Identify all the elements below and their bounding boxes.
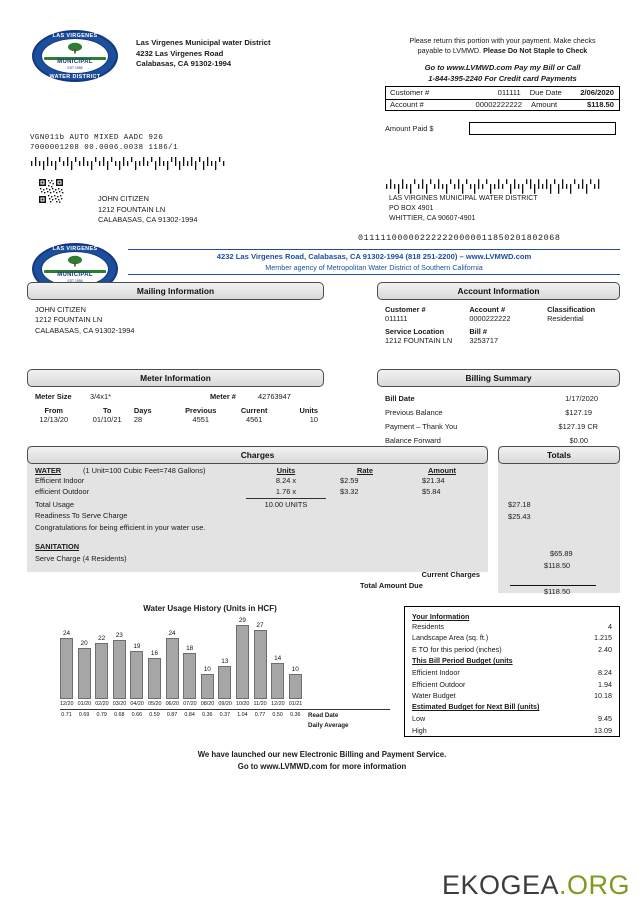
efficient-indoor-units: 8.24 x <box>275 475 297 485</box>
remit-citystate: WHITTIER, CA 90607-4901 <box>389 214 476 222</box>
axis-label: 01/21 <box>288 701 303 707</box>
efficient-indoor-label: Efficient Indoor <box>35 475 85 485</box>
stub-instruction-line1: Please return this portion with your payment. Make checks <box>409 36 596 45</box>
ekogea-watermark <box>442 870 630 901</box>
daily-average-value: 0.77 <box>254 711 266 718</box>
efficient-indoor-amount: $21.34 <box>422 475 445 485</box>
tree-icon <box>65 41 85 54</box>
amount-paid-input[interactable] <box>469 122 616 135</box>
chart-daily-average-row <box>60 709 390 718</box>
congratulations-message: Congratulations for being efficient in your water use. <box>35 522 206 532</box>
stub-account-value: 00002222222 <box>475 100 522 110</box>
bar-group <box>183 645 196 699</box>
bill-number-value: 3253717 <box>469 335 499 345</box>
amount-paid-row <box>385 122 620 135</box>
logo-band-mid-text: MUNICIPAL <box>57 272 93 279</box>
bar-value: 16 <box>150 650 159 657</box>
charges-col-rate: Rate <box>356 465 374 475</box>
billing-panel-title: Billing Summary <box>377 369 620 387</box>
meter-col-to: To <box>102 405 112 415</box>
bar <box>113 640 126 699</box>
daily-average-value: 0.50 <box>272 711 283 718</box>
logo-bottom-text: WATER DISTRICT <box>49 73 101 80</box>
bar-value: 29 <box>238 617 246 624</box>
account-secondary-header-row <box>377 327 620 336</box>
stub-customer-label: Customer # <box>390 88 430 98</box>
meter-days-value: 28 <box>133 414 143 424</box>
band-bottom-rule <box>128 274 620 275</box>
logo-top-text: LAS VIRGENES <box>52 32 98 39</box>
sanitation-total-value: $65.89 <box>550 548 573 558</box>
stub-promo-line1: Go to www.LVMWD.com Pay my Bill or Call <box>424 63 581 72</box>
mailing-street: 1212 FOUNTAIN LN <box>35 315 103 325</box>
daily-average-value: 0.68 <box>114 711 125 718</box>
ocr-scan-line: 011111000002222220000011850201802068 <box>358 233 561 243</box>
bar-value: 24 <box>62 630 71 637</box>
account-classification-label: Classification <box>547 304 596 314</box>
utility-address-line2: Calabasas, CA 91302-1994 <box>136 59 232 69</box>
your-information-title: Your Information <box>412 612 470 621</box>
daily-average-value: 0.59 <box>149 711 160 718</box>
footer-message-line2: Go to www.LVMWD.com for more information <box>237 762 407 771</box>
account-panel-title: Account Information <box>377 282 620 300</box>
mailing-panel-title: Mailing Information <box>27 282 324 300</box>
postal-routing-block <box>30 133 178 154</box>
info-row <box>412 667 612 678</box>
efficient-outdoor-units: 1.76 x <box>246 486 326 499</box>
balance-forward-value: $0.00 <box>569 435 588 445</box>
remit-address-block <box>389 194 538 223</box>
logo-mid-text: MUNICIPAL <box>57 59 93 66</box>
residents-value: 4 <box>608 622 612 631</box>
bar-value: 27 <box>256 622 264 629</box>
bar <box>60 638 73 699</box>
account-value-row <box>377 314 620 327</box>
bar <box>95 643 108 699</box>
bar-value: 19 <box>133 643 141 650</box>
daily-average-value: 0.66 <box>131 711 143 718</box>
remit-po-box: PO BOX 4901 <box>389 204 434 212</box>
payment-value: $127.19 CR <box>558 421 598 431</box>
daily-average-value: 0.84 <box>184 711 195 718</box>
chart-bars <box>60 617 390 699</box>
billing-row <box>377 406 620 420</box>
meter-previous-value: 4551 <box>192 414 209 424</box>
bill-date-label: Bill Date <box>385 393 415 403</box>
bar-group <box>113 632 126 699</box>
meter-size-row <box>27 392 324 401</box>
account-classification-value: Residential <box>547 313 584 323</box>
stub-account-row <box>386 99 619 111</box>
efficient-outdoor-label: efficient Outdoor <box>35 487 90 497</box>
charge-line-row <box>27 486 488 499</box>
daily-average-value: 0.79 <box>96 711 107 718</box>
account-customer-value: 011111 <box>385 313 408 323</box>
bar <box>78 648 91 699</box>
axis-label: 06/20 <box>165 701 180 707</box>
intelligent-mail-barcode <box>30 155 226 172</box>
meter-col-from: From <box>44 405 63 415</box>
axis-label: 12/20 <box>60 701 74 707</box>
qr-code-icon <box>38 178 64 204</box>
stub-amount-box <box>385 86 620 111</box>
efficient-outdoor-amount: $5.84 <box>422 487 441 497</box>
serve-charge-label: Serve Charge (4 Residents) <box>35 553 127 563</box>
water-section-header: WATER <box>35 465 62 475</box>
billing-row <box>377 420 620 434</box>
axis-label: 07/20 <box>183 701 197 707</box>
remit-barcode <box>385 178 603 195</box>
stub-amount-label: Amount <box>531 100 558 110</box>
account-header-row <box>377 305 620 314</box>
meter-units-value: 10 <box>309 414 318 424</box>
bar-group <box>236 617 249 699</box>
utility-address-block <box>136 38 270 70</box>
totals-divider <box>510 585 596 586</box>
bar-value: 20 <box>80 640 88 647</box>
total-amount-due-label: Total Amount Due <box>360 581 423 590</box>
daily-average-value: 0.71 <box>61 711 72 718</box>
payment-label: Payment – Thank You <box>385 421 458 431</box>
meter-to-value: 01/10/21 <box>92 414 122 424</box>
daily-average-label: Daily Average <box>308 722 349 729</box>
bar <box>148 658 161 699</box>
total-due-value: $118.50 <box>544 586 571 596</box>
budget-high-value: 13.09 <box>594 725 612 735</box>
bar-group <box>254 622 267 699</box>
meter-col-current: Current <box>240 405 268 415</box>
service-location-label: Service Location <box>385 326 445 336</box>
charges-panel <box>27 446 488 580</box>
meter-current-value: 4561 <box>245 414 263 424</box>
charges-col-amount: Amount <box>428 465 456 475</box>
bar-group <box>271 655 284 699</box>
bill-date-value: 1/17/2020 <box>565 393 598 403</box>
meter-panel-title: Meter Information <box>27 369 324 387</box>
water-budget-label: Water Budget <box>412 691 456 701</box>
stub-promo-line2: 1-844-395-2240 For Credit card Payments <box>428 73 577 83</box>
stub-customer-row <box>386 87 619 99</box>
mailing-information-panel <box>27 282 324 336</box>
bar-group <box>148 650 161 699</box>
service-location-value: 1212 FOUNTAIN LN <box>385 335 453 345</box>
postal-route-line1: VGN011b AUTO MIXED AADC 926 <box>30 134 164 142</box>
customer-address-block <box>98 194 197 226</box>
axis-label: 02/20 <box>95 701 109 707</box>
mailing-name: JOHN CITIZEN <box>35 304 86 314</box>
footer-message-line1: We have launched our new Electronic Billing and Payment Service. <box>197 750 447 759</box>
balance-forward-label: Balance Forward <box>385 435 441 445</box>
daily-average-value: 0.36 <box>202 711 213 718</box>
landscape-area-label: Landscape Area (sq. ft.) <box>412 633 489 643</box>
charges-panel-title: Charges <box>27 446 488 464</box>
bill-period-budget-title: This Bill Period Budget (units <box>412 656 513 666</box>
bar <box>183 653 196 699</box>
info-row <box>412 679 612 690</box>
meter-data-row <box>27 415 324 429</box>
payment-stub <box>385 36 620 84</box>
info-row <box>412 632 612 643</box>
water-unit-note: (1 Unit=100 Cubic Feet=748 Gallons) <box>83 465 206 475</box>
logo-est-text: EST 1958 <box>67 66 83 71</box>
stub-due-date-label: Due Date <box>529 88 562 98</box>
postal-route-line2: 7000001208 00.0006.0038 1186/1 <box>30 144 179 153</box>
remit-name: LAS VIRGINES MUNICIPAL WATER DISTRICT <box>389 195 538 202</box>
totals-panel <box>498 446 620 596</box>
billing-summary-panel <box>377 369 620 448</box>
current-charges-label: Current Charges <box>421 570 480 580</box>
info-row <box>412 621 612 632</box>
account-secondary-value-row <box>377 336 620 349</box>
previous-balance-label: Previous Balance <box>385 407 443 417</box>
band-contact-line: 4232 Las Virgenes Road, Calabasas, CA 91302-1994 (818 251-2200) – www.LVMWD.com <box>216 252 532 261</box>
bar-value: 10 <box>203 666 211 673</box>
meter-col-units: Units <box>299 405 318 415</box>
utility-address-line1: 4232 Las Virgenes Road <box>136 48 224 58</box>
daily-average-value: 0.36 <box>289 711 301 718</box>
charges-column-header-row <box>27 466 488 475</box>
bar <box>130 651 143 699</box>
stub-amount-value: $118.50 <box>586 100 614 110</box>
info-row <box>412 725 612 736</box>
current-charges-value: $118.50 <box>544 560 571 570</box>
charges-col-units: Units <box>276 465 296 475</box>
watermark-tld: .ORG <box>558 870 630 900</box>
previous-balance-value: $127.19 <box>565 407 592 417</box>
meter-size-label: Meter Size <box>35 391 72 401</box>
chart-title: Water Usage History (Units in HCF) <box>143 604 277 613</box>
stub-due-date-value: 2/06/2020 <box>580 88 614 98</box>
account-information-panel <box>377 282 620 349</box>
billing-row <box>377 392 620 406</box>
meter-col-previous: Previous <box>185 405 217 415</box>
band-top-rule <box>128 249 620 250</box>
axis-label: 04/20 <box>130 701 144 707</box>
bar-value: 18 <box>186 645 194 652</box>
meter-size-value: 3/4x1* <box>90 391 111 401</box>
stub-instruction-line2: payable to LVMWD. <box>417 46 484 55</box>
bar <box>201 674 214 699</box>
bar-group <box>130 643 143 699</box>
bar <box>166 638 179 699</box>
water-budget-value: 10.18 <box>594 691 612 701</box>
budget-indoor-label: Efficient Indoor <box>412 668 460 678</box>
efficient-indoor-rate: $2.59 <box>340 475 359 485</box>
bar <box>271 663 284 699</box>
bar-value: 23 <box>115 632 123 639</box>
total-usage-value: 10.00 UNITS <box>264 499 308 509</box>
axis-label: 10/20 <box>235 701 250 707</box>
meter-number-value: 42763947 <box>258 391 291 401</box>
tree-icon <box>65 254 85 267</box>
charge-line-row <box>27 475 488 487</box>
eto-label: E TO for this period (inches) <box>412 644 502 654</box>
logo-band-top-text: LAS VIRGENES <box>52 245 98 252</box>
bar <box>218 666 231 699</box>
amount-paid-label: Amount Paid $ <box>385 124 434 133</box>
total-usage-label: Total Usage <box>35 499 75 509</box>
stub-no-staple-note: Please Do Not Staple to Check <box>483 46 588 55</box>
mailing-citystate: CALABASAS, CA 91302-1994 <box>35 325 135 335</box>
budget-indoor-value: 8.24 <box>598 668 612 678</box>
bar-group <box>166 630 179 699</box>
band-member-line: Member agency of Metropolitan Water District of Southern California <box>265 263 483 272</box>
axis-label: 08/20 <box>200 701 215 707</box>
meter-header-row <box>27 406 324 415</box>
totals-panel-title: Totals <box>498 446 620 464</box>
axis-label: 12/20 <box>271 701 285 707</box>
info-row <box>412 713 612 724</box>
daily-average-value: 0.87 <box>166 711 178 718</box>
bar <box>254 630 267 699</box>
bar-group <box>95 635 108 699</box>
bar <box>236 625 249 699</box>
axis-label: 03/20 <box>112 701 127 707</box>
chart-x-axis <box>60 701 390 707</box>
bar-value: 10 <box>291 666 299 673</box>
account-account-label: Account # <box>469 304 506 314</box>
readiness-total-value: $25.43 <box>508 511 531 521</box>
utility-name: Las Virgenes Municipal water District <box>136 38 271 47</box>
daily-average-value: 0.37 <box>219 711 231 718</box>
stub-account-label: Account # <box>390 100 424 110</box>
budget-low-value: 9.45 <box>598 714 612 724</box>
info-row <box>412 690 612 701</box>
bar-group <box>289 666 302 699</box>
account-account-value: 0000222222 <box>469 313 511 323</box>
bar-group <box>60 630 73 699</box>
meter-from-value: 12/13/20 <box>39 414 69 424</box>
bar-group <box>218 658 231 699</box>
residents-label: Residents <box>412 622 444 631</box>
readiness-charge-label: Readiness To Serve Charge <box>35 511 128 521</box>
customer-street: 1212 FOUNTAIN LN <box>98 204 166 214</box>
eto-value: 2.40 <box>598 644 612 654</box>
bar-value: 13 <box>221 658 229 665</box>
axis-label: 01/20 <box>77 701 92 707</box>
efficient-outdoor-rate: $3.32 <box>340 487 359 497</box>
budget-low-label: Low <box>412 714 426 724</box>
read-date-label: Read Date <box>308 712 339 719</box>
daily-average-value: 0.69 <box>78 711 90 718</box>
meter-col-days: Days <box>133 405 152 415</box>
budget-outdoor-label: Efficient Outdoor <box>412 679 466 689</box>
meter-number-label: Meter # <box>210 391 236 401</box>
meter-information-panel <box>27 369 324 429</box>
landscape-area-value: 1.215 <box>594 633 612 643</box>
budget-outdoor-value: 1.94 <box>598 679 612 689</box>
bar-group <box>78 640 91 699</box>
daily-average-value: 1.04 <box>237 711 248 718</box>
axis-label: 05/20 <box>147 701 162 707</box>
bar-value: 14 <box>274 655 282 662</box>
axis-label: 09/20 <box>218 701 232 707</box>
watermark-name: EKOGEA <box>441 870 559 900</box>
customer-name: JOHN CITIZEN <box>98 194 149 203</box>
water-total-value: $27.18 <box>508 499 531 509</box>
customer-citystate: CALABASAS, CA 91302-1994 <box>98 215 198 225</box>
bar-group <box>201 666 214 699</box>
info-row <box>412 644 612 655</box>
usage-chart <box>30 604 390 718</box>
sanitation-section-header: SANITATION <box>35 542 80 552</box>
account-customer-label: Customer # <box>385 304 426 314</box>
bill-number-label: Bill # <box>469 326 487 336</box>
utility-logo-top <box>32 30 118 82</box>
budget-high-label: High <box>412 725 427 735</box>
total-usage-row <box>27 499 488 511</box>
stub-customer-value: 011111 <box>497 88 521 98</box>
next-bill-budget-title: Estimated Budget for Next Bill (units) <box>412 702 540 712</box>
bar-value: 22 <box>98 635 106 642</box>
bar <box>289 674 302 699</box>
your-information-panel <box>404 606 620 737</box>
axis-label: 11/20 <box>253 701 267 707</box>
bar-value: 24 <box>168 630 176 637</box>
